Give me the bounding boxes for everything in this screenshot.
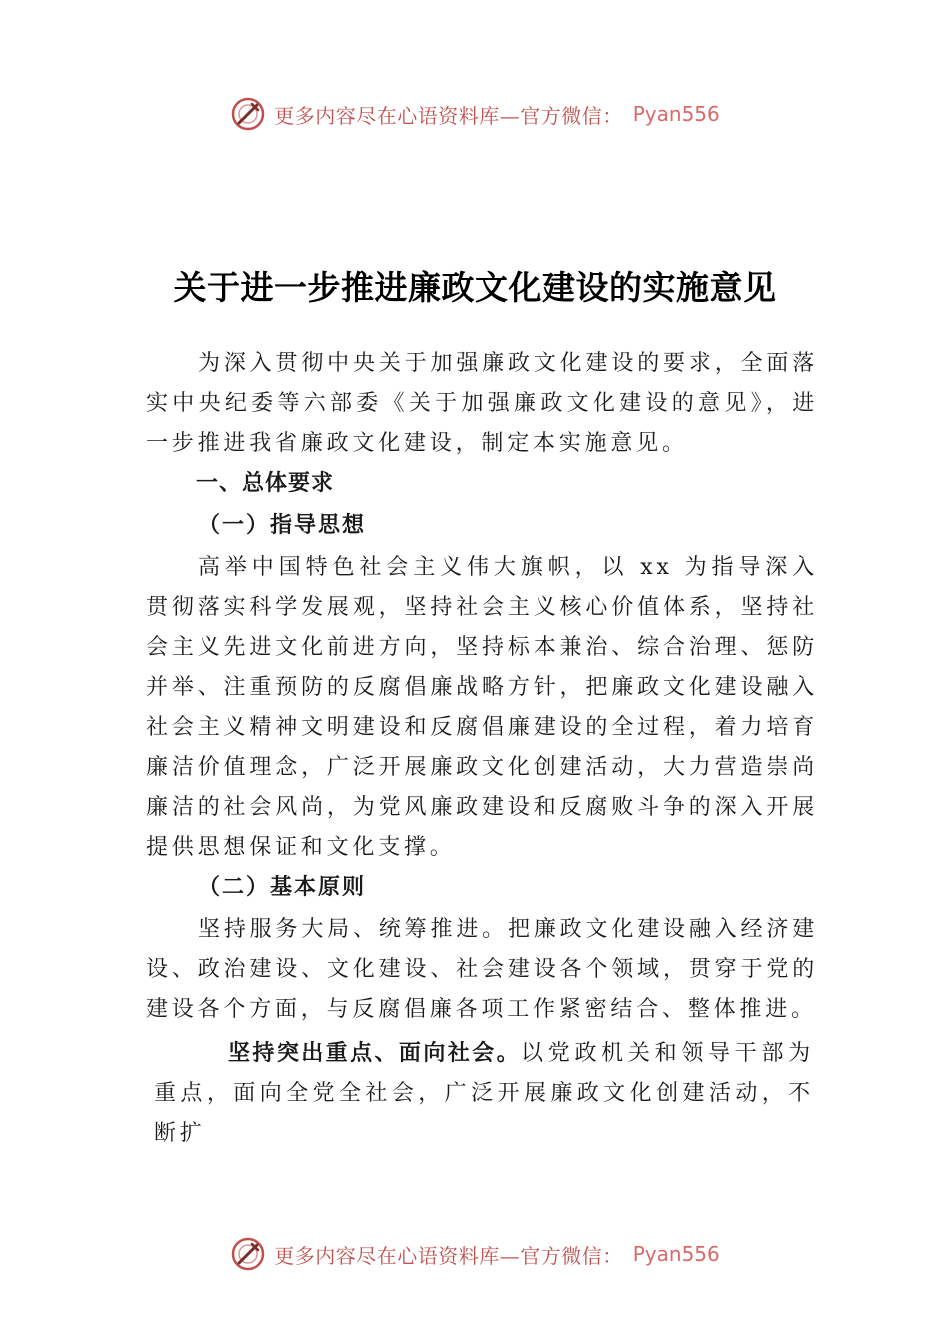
- subsection-heading-basic-principles: （二）基本原则: [198, 874, 367, 900]
- principle-paragraph-2: [154, 1034, 814, 1154]
- guiding-thought-paragraph: 高举中国特色社会主义伟大旗帜，以 xx 为指导深入贯彻落实科学发展观，坚持社会主义核心价值体系，坚持社会主义先进文化前进方向，坚持标本兼治、综合治理、惩防并举、注重预防的反腐倡廉战略方针，把廉政文化建设融入社会主义精神文明建设和反腐倡廉建设的全过程，着力培育廉洁价值理念，广泛开展廉政文化创建活动，大力营造崇尚廉洁的社会风尚，为党风廉政建设和反腐败斗争的深入开展提供思想保证和文化支撑。: [146, 555, 818, 860]
- footer-watermark: [0, 1234, 950, 1274]
- principle-paragraph-1: 坚持服务大局、统筹推进。把廉政文化建设融入经济建设、政治建设、文化建设、社会建设各个领域，贯穿于党的建设各个方面，与反腐倡廉各项工作紧密结合、整体推进。: [146, 917, 818, 1022]
- watermark-wechat-id: Pyan556: [632, 102, 720, 126]
- document-title: 关于进一步推进廉政文化建设的实施意见: [173, 268, 777, 307]
- intro-paragraph: 为深入贯彻中央关于加强廉政文化建设的要求，全面落实中央纪委等六部委《关于加强廉政文化建设的意见》，进一步推进我省廉政文化建设，制定本实施意见。: [146, 351, 818, 456]
- watermark-text: 更多内容尽在心语资料库—官方微信：: [274, 1243, 623, 1268]
- principle-paragraph-2-text: 以党政机关和领导干部为重点，面向全党全社会，广泛开展廉政文化创建活动，不断扩: [154, 1041, 814, 1146]
- header-watermark: [0, 94, 950, 134]
- principle-paragraph-2-lead: 坚持突出重点、面向社会。: [228, 1041, 522, 1066]
- seal-logo-icon: [230, 96, 266, 132]
- subsection-heading-guiding-thought: （一）指导思想: [198, 512, 367, 538]
- watermark-wechat-id: Pyan556: [632, 1242, 720, 1266]
- seal-logo-icon: [230, 1236, 266, 1272]
- section-heading-overall-requirements: 一、总体要求: [196, 471, 335, 496]
- watermark-text: 更多内容尽在心语资料库—官方微信：: [274, 103, 623, 128]
